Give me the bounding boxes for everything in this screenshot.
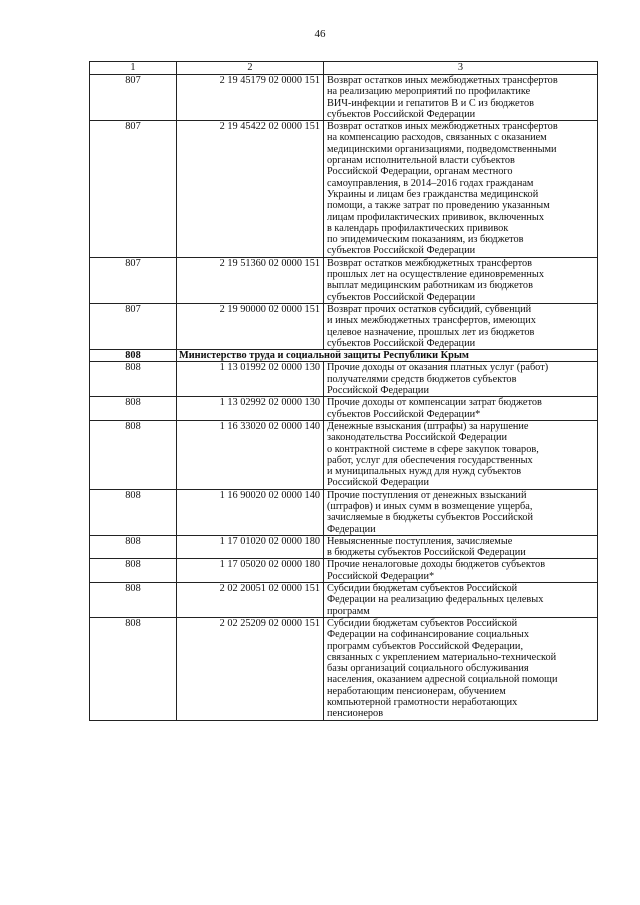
admin-code-cell: 807 (90, 121, 177, 258)
description-cell: Невыясненные поступления, зачисляемые в бюджеты субъектов Российской Федерации (324, 535, 598, 559)
column-number-row (90, 62, 598, 75)
description-cell: Прочие доходы от компенсации затрат бюджетов субъектов Российской Федерации* (324, 397, 598, 421)
description-cell: Прочие поступления от денежных взысканий (штрафов) и иных сумм в возмещение ущерба, зачисляемые в бюджеты субъектов Российской Федерации (324, 489, 598, 535)
section-code-cell: 808 (90, 350, 177, 362)
table-row (90, 559, 598, 583)
column-header-3: 3 (324, 62, 598, 75)
revenue-code-cell: 1 16 33020 02 0000 140 (177, 420, 324, 489)
admin-code-cell: 808 (90, 489, 177, 535)
revenue-code-cell: 2 02 20051 02 0000 151 (177, 583, 324, 618)
admin-code-cell: 807 (90, 75, 177, 121)
page-number: 46 (314, 28, 326, 40)
description-cell: Денежные взыскания (штрафы) за нарушение законодательства Российской Федерации о контрактной системе в сфере закупок товаров, работ, услуг для обеспечения государственных и муниципальных нужд для нужд субъектов Российской Федерации (324, 420, 598, 489)
revenue-code-cell: 1 13 01992 02 0000 130 (177, 362, 324, 397)
description-cell: Возврат остатков межбюджетных трансфертов прошлых лет на осуществление единовременных выплат медицинским работникам из бюджетов субъектов Российской Федерации (324, 257, 598, 303)
admin-code-cell: 808 (90, 397, 177, 421)
section-title-cell: Министерство труда и социальной защиты Республики Крым (177, 350, 598, 362)
revenue-code-cell: 2 19 45179 02 0000 151 (177, 75, 324, 121)
admin-code-cell: 808 (90, 583, 177, 618)
revenue-code-cell: 1 17 01020 02 0000 180 (177, 535, 324, 559)
section-header-row (90, 350, 598, 362)
table-row (90, 583, 598, 618)
description-cell: Прочие доходы от оказания платных услуг (работ) получателями средств бюджетов субъектов Российской Федерации (324, 362, 598, 397)
admin-code-cell: 808 (90, 559, 177, 583)
table-row (90, 535, 598, 559)
admin-code-cell: 808 (90, 420, 177, 489)
table-row (90, 617, 598, 720)
description-cell: Прочие неналоговые доходы бюджетов субъектов Российской Федерации* (324, 559, 598, 583)
revenue-codes-table (89, 61, 598, 721)
revenue-code-cell: 2 19 51360 02 0000 151 (177, 257, 324, 303)
revenue-code-cell: 2 02 25209 02 0000 151 (177, 617, 324, 720)
description-cell: Субсидии бюджетам субъектов Российской Федерации на реализацию федеральных целевых программ (324, 583, 598, 618)
description-cell: Возврат остатков иных межбюджетных трансфертов на реализацию мероприятий по профилактике ВИЧ-инфекции и гепатитов В и С из бюджетов субъектов Российской Федерации (324, 75, 598, 121)
table-row (90, 257, 598, 303)
admin-code-cell: 807 (90, 303, 177, 349)
description-cell: Субсидии бюджетам субъектов Российской Федерации на софинансирование социальных программ субъектов Российской Федерации, связанных с укреплением материально-технической базы организаций социального обслуживания населения, оказанием адресной социальной помощи неработающим пенсионерам, обучением компьютерной грамотности неработающих пенсионеров (324, 617, 598, 720)
table-row (90, 489, 598, 535)
description-cell: Возврат остатков иных межбюджетных трансфертов на компенсацию расходов, связанных с оказанием медицинскими организациями, подведомственными органам исполнительной власти субъектов Российской Федерации, органам местного самоуправления, в 2014–2016 годах гражданам Украины и лицам без гражданства медицинской помощи, а также затрат по проведению указанным лицам профилактических прививок, включенных в календарь профилактических прививок по эпидемическим показаниям, из бюджетов субъектов Российской Федерации (324, 121, 598, 258)
description-cell: Возврат прочих остатков субсидий, субвенций и иных межбюджетных трансфертов, имеющих целевое назначение, прошлых лет из бюджетов субъектов Российской Федерации (324, 303, 598, 349)
table-row (90, 362, 598, 397)
table-row (90, 75, 598, 121)
table-row (90, 303, 598, 349)
table-row (90, 121, 598, 258)
column-header-1: 1 (90, 62, 177, 75)
revenue-code-cell: 1 16 90020 02 0000 140 (177, 489, 324, 535)
admin-code-cell: 808 (90, 535, 177, 559)
admin-code-cell: 808 (90, 617, 177, 720)
admin-code-cell: 807 (90, 257, 177, 303)
revenue-code-cell: 1 17 05020 02 0000 180 (177, 559, 324, 583)
column-header-2: 2 (177, 62, 324, 75)
revenue-code-cell: 1 13 02992 02 0000 130 (177, 397, 324, 421)
table-row (90, 420, 598, 489)
revenue-code-cell: 2 19 45422 02 0000 151 (177, 121, 324, 258)
revenue-code-cell: 2 19 90000 02 0000 151 (177, 303, 324, 349)
table-row (90, 397, 598, 421)
admin-code-cell: 808 (90, 362, 177, 397)
